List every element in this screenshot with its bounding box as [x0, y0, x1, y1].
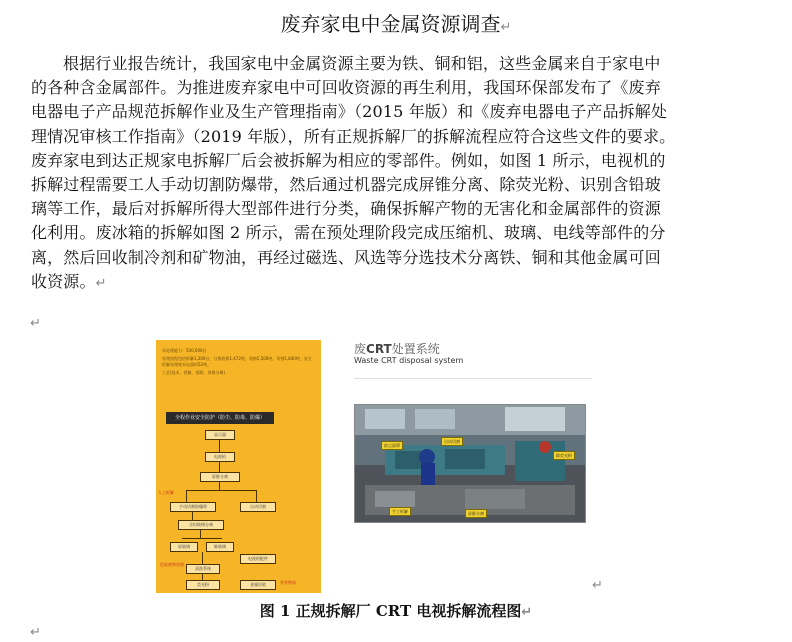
- panel-title-cn: 废CRT处置系统: [354, 342, 440, 356]
- body-paragraph: [31, 52, 753, 294]
- paragraph-line: 璃等工作，最后对拆解所得大型部件进行分类，确保拆解产物的无害化和金属部件的资源: [31, 199, 661, 219]
- poster-info-line: 工艺(技术，拆解，拆除，屏锥分离): [162, 370, 226, 375]
- photo-tag: 防尘面罩: [381, 441, 403, 450]
- paragraph-mark: ↵: [30, 625, 41, 640]
- paragraph-line: 化利用。废冰箱的拆解如图 2 所示，需在预处理阶段完成压缩机、玻璃、电线等部件的分: [31, 223, 666, 243]
- paragraph-line: 理情况审核工作指南》（2019 年版），所有正规拆解厂的拆解流程应符合这些文件的要求。: [31, 126, 676, 146]
- flow-step: 手动切割防爆带: [170, 502, 216, 512]
- red-note: 人工拆解: [158, 490, 174, 495]
- flow-step: 电视机: [205, 452, 235, 462]
- paragraph-mark: ↵: [500, 20, 512, 35]
- paragraph-line: 拆解过程需要工人手动切割防爆带，然后通过机器完成屏锥分离、除荧光粉、识别含铅玻: [31, 174, 661, 194]
- workshop-illustration: [355, 405, 585, 522]
- flow-step: 清洗系统: [186, 564, 220, 574]
- poster-info-line: 拆解处理废弃电器约52吨。: [162, 362, 212, 367]
- flow-header: 全程作业安全防护（防尘、防毒、防爆）: [166, 412, 274, 424]
- flow-step: 屏玻璃: [170, 542, 198, 552]
- red-note: 有害物质: [280, 580, 296, 585]
- photo-tag: 自动切割: [441, 437, 463, 446]
- paragraph-mark: ↵: [95, 275, 107, 291]
- flow-connector: [219, 482, 220, 490]
- flow-connector: [202, 552, 203, 564]
- flow-step: 含铅玻璃分离: [178, 520, 224, 530]
- workshop-photo: [354, 404, 586, 523]
- panel-divider: [354, 378, 592, 379]
- flow-step: 荧光粉: [186, 580, 220, 590]
- paragraph-mark: ↵: [521, 605, 533, 620]
- red-note: 危险废物处理: [160, 562, 184, 567]
- flow-connector: [186, 490, 256, 491]
- flow-connector: [192, 512, 193, 520]
- paragraph-mark: ↵: [30, 316, 41, 331]
- figure-caption: 图 1 正规拆解厂 CRT 电视拆解流程图↵: [259, 602, 533, 620]
- poster-info-line: 处理流程包括拆解1,200台，分拣铅锥1,472吨，装箱5,500吨，切割1,840吨，安全: [162, 356, 312, 361]
- paragraph-line: 电器电子产品规范拆解作业及生产管理指南》（2015 年版）和《废弃电器电子产品拆解处: [31, 102, 668, 122]
- paragraph-line: 的各种含金属部件。为推进废弃家电中可回收资源的再生利用，我国环保部发布了《废弃: [31, 78, 661, 98]
- flow-connector: [182, 538, 222, 539]
- flow-connector: [219, 440, 220, 452]
- flow-connector: [219, 462, 220, 472]
- flow-connector: [200, 530, 201, 538]
- photo-tag: 屏锥分离: [465, 509, 487, 518]
- flow-step: 锥玻璃: [206, 542, 234, 552]
- flow-step: 电视机配件: [240, 554, 276, 564]
- flow-step: 自动切割: [240, 502, 276, 512]
- document-title: 废弃家电中金属资源调查↵: [280, 12, 512, 36]
- flowchart-poster: [156, 340, 321, 593]
- paragraph-line: 离，然后回收制冷剂和矿物油，再经过磁选、风选等分选技术分离铁、铜和其他金属可回: [31, 247, 661, 267]
- paragraph-mark: ↵: [592, 578, 603, 593]
- flow-step: 金属回收: [240, 580, 276, 590]
- flow-connector: [186, 490, 187, 502]
- flow-step: 屏锥分离: [200, 472, 240, 482]
- photo-tag: 除荧光粉: [553, 451, 575, 460]
- panel-title-en: Waste CRT disposal system: [354, 356, 464, 365]
- paragraph-line: 废弃家电到达正规家电拆解厂后会被拆解为相应的零部件。例如，如图 1 所示，电视机的: [31, 150, 666, 170]
- crt-disposal-panel: [350, 340, 592, 580]
- poster-info-line: 年处理能力：500,000台: [162, 348, 207, 353]
- photo-tag: 手工拆解: [389, 507, 411, 516]
- paragraph-line: 根据行业报告统计，我国家电中金属资源主要为铁、铜和铝，这些金属来自于家电中: [63, 54, 661, 73]
- flow-step: 显示器: [205, 430, 235, 440]
- flow-connector: [256, 490, 257, 502]
- paragraph-line: 收资源。↵: [31, 271, 107, 291]
